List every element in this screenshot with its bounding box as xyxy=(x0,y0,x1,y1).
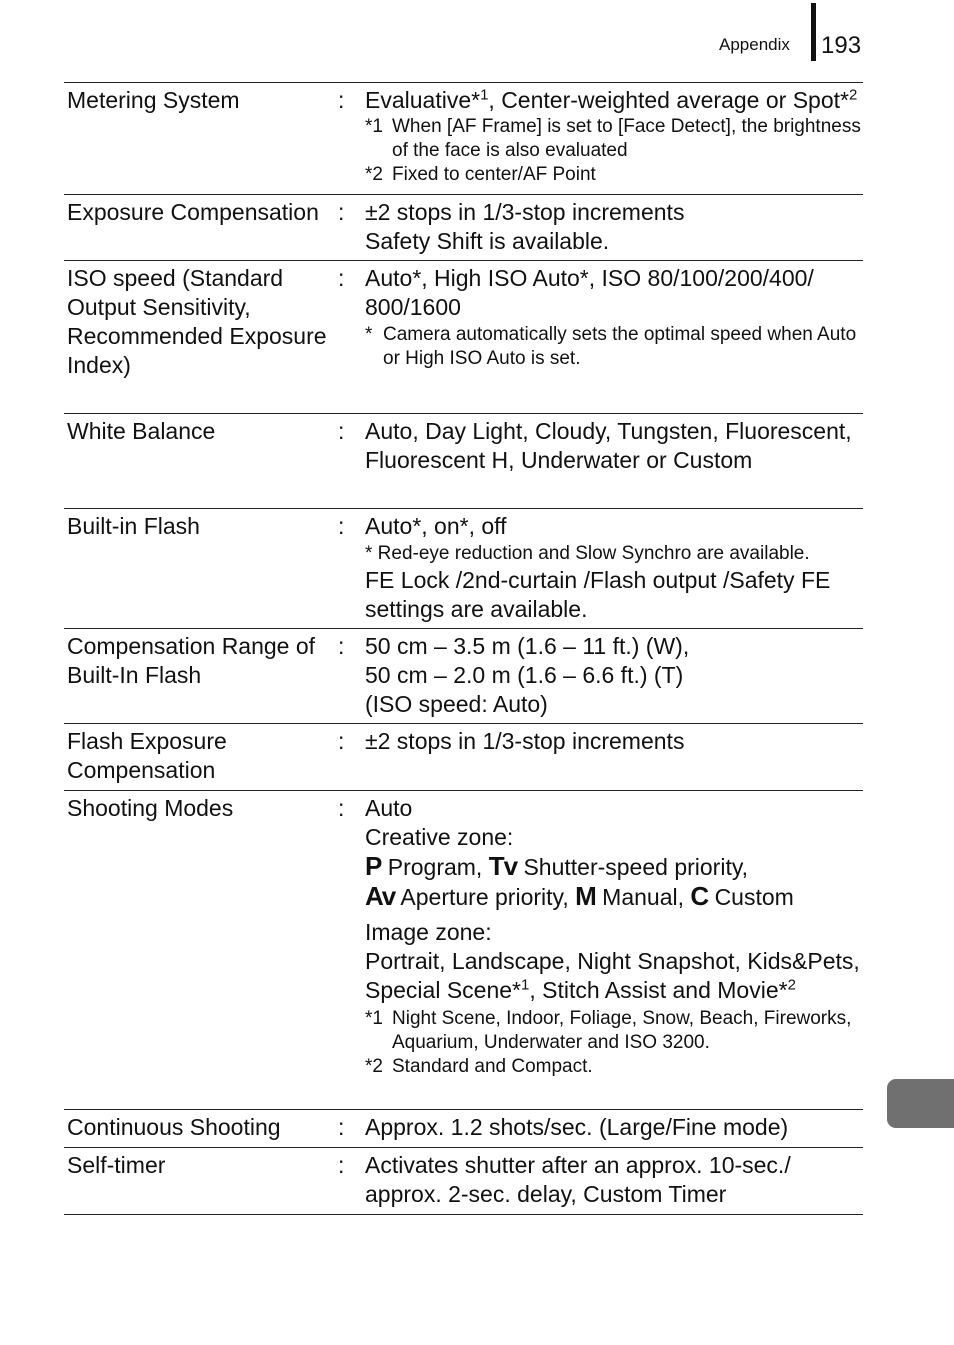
footnote xyxy=(365,1055,863,1079)
mode-text: Custom xyxy=(714,884,794,910)
spec-value: Approx. 1.2 shots/sec. (Large/Fine mode) xyxy=(365,1114,789,1140)
value-line: (ISO speed: Auto) xyxy=(365,691,548,717)
spec-value xyxy=(365,195,863,260)
manual-mode-icon: M xyxy=(575,881,596,911)
aperture-priority-mode-icon: Av xyxy=(365,881,396,911)
spec-label: White Balance xyxy=(67,418,216,444)
spec-value: Auto, Day Light, Cloudy, Tungsten, Fluorescent, Fluorescent H, Underwater or Custom xyxy=(365,418,852,473)
spec-row-metering xyxy=(64,82,863,195)
spec-label: Built-in Flash xyxy=(67,513,200,539)
spec-row-iso xyxy=(64,261,863,414)
spec-label: Shooting Modes xyxy=(67,795,234,821)
value-line: 50 cm – 3.5 m (1.6 – 11 ft.) (W), xyxy=(365,633,690,659)
value-text: Evaluative* xyxy=(365,87,481,113)
footnote-text: Night Scene, Indoor, Foliage, Snow, Beach, Fireworks, Aquarium, Underwater and ISO 3200. xyxy=(392,1008,852,1053)
spec-value xyxy=(365,791,863,1109)
custom-mode-icon: C xyxy=(690,881,709,911)
spec-label: Metering System xyxy=(67,87,240,113)
footnote-ref: 1 xyxy=(521,976,530,994)
mode-text: Aperture priority, xyxy=(400,884,569,910)
spec-colon: : xyxy=(338,795,345,821)
spec-colon: : xyxy=(338,87,345,113)
header-divider xyxy=(811,3,816,61)
spec-table xyxy=(64,82,863,1215)
mode-line xyxy=(365,852,863,882)
program-mode-icon: P xyxy=(365,851,382,881)
footnote-ref: 1 xyxy=(480,86,489,104)
spec-colon: : xyxy=(338,728,345,754)
mode-text: Program, xyxy=(387,854,483,880)
spec-colon: : xyxy=(338,513,345,539)
footnote-text: Fixed to center/AF Point xyxy=(392,164,596,185)
spec-row-builtin-flash xyxy=(64,509,863,629)
value-text: , Center-weighted average or Spot* xyxy=(488,87,849,113)
value-line: ±2 stops in 1/3-stop increments xyxy=(365,199,685,225)
footnote-ref: 2 xyxy=(848,86,858,104)
spec-value: ±2 stops in 1/3-stop increments xyxy=(365,728,685,754)
value-line: Image zone: xyxy=(365,919,492,945)
footnote-mark: *1 xyxy=(365,116,383,137)
spec-label: ISO speed (Standard Output Sensitivity, Recommended Exposure Index) xyxy=(67,265,327,378)
footnote-mark: *1 xyxy=(365,1008,383,1029)
chapter-tab xyxy=(887,1079,954,1128)
spec-row-exposure-comp xyxy=(64,195,863,261)
value-line: Creative zone: xyxy=(365,824,514,850)
footnote: * Red-eye reduction and Slow Synchro are available. xyxy=(365,543,810,564)
spec-label: Self-timer xyxy=(67,1152,166,1178)
value-line: Auto*, on*, off xyxy=(365,513,507,539)
footnote xyxy=(365,1007,863,1055)
spec-row-self-timer xyxy=(64,1148,863,1215)
spec-colon: : xyxy=(338,633,345,659)
footnote-ref: 2 xyxy=(787,976,796,994)
footnote xyxy=(365,323,863,371)
footnote-mark: *2 xyxy=(365,1056,383,1077)
shutter-priority-mode-icon: Tv xyxy=(488,851,518,881)
mode-text: Manual, xyxy=(602,884,684,910)
spec-colon: : xyxy=(338,1152,345,1178)
spec-row-shooting-modes xyxy=(64,791,863,1110)
spec-row-continuous xyxy=(64,1110,863,1148)
footnote-text: When [AF Frame] is set to [Face Detect], the brightness of the face is also evaluated xyxy=(392,116,861,161)
section-title: Appendix xyxy=(719,35,790,54)
mode-line xyxy=(365,882,863,912)
spec-value xyxy=(365,83,863,194)
spec-label: Exposure Compensation xyxy=(67,199,319,225)
page-number: 193 xyxy=(821,32,862,59)
value-line: FE Lock /2nd-curtain /Flash output /Safety FE settings are available. xyxy=(365,567,831,622)
spec-label: Compensation Range of Built-In Flash xyxy=(67,633,316,688)
footnote-mark: *2 xyxy=(365,164,383,185)
spec-row-flash-range xyxy=(64,629,863,724)
footnote xyxy=(365,115,863,163)
footnote xyxy=(365,163,863,187)
value-line: Safety Shift is available. xyxy=(365,228,610,254)
value-line xyxy=(365,86,863,115)
spec-label: Flash Exposure Compensation xyxy=(67,728,227,783)
spec-colon: : xyxy=(338,265,345,291)
spec-value: Activates shutter after an approx. 10-sec./ approx. 2-sec. delay, Custom Timer xyxy=(365,1152,791,1207)
mode-text: Shutter-speed priority, xyxy=(523,854,749,880)
value-text: Portrait, Landscape, Night Snapshot, Kids&Pets, Special Scene* xyxy=(365,948,860,1003)
value-line: 50 cm – 2.0 m (1.6 – 6.6 ft.) (T) xyxy=(365,662,684,688)
spec-row-white-balance xyxy=(64,414,863,509)
spec-colon: : xyxy=(338,199,345,225)
value-text: , Stitch Assist and Movie* xyxy=(529,977,788,1003)
footnote-text: Standard and Compact. xyxy=(392,1056,593,1077)
value-line: Auto xyxy=(365,795,413,821)
spec-label: Continuous Shooting xyxy=(67,1114,281,1140)
value-line: Auto*, High ISO Auto*, ISO 80/100/200/400/ 800/1600 xyxy=(365,265,814,320)
spec-value xyxy=(365,509,863,628)
spec-colon: : xyxy=(338,1114,345,1140)
spec-value xyxy=(365,629,863,723)
spec-colon: : xyxy=(338,418,345,444)
footnote-mark: * xyxy=(365,324,373,345)
spec-row-flash-exposure-comp xyxy=(64,724,863,791)
footnote-text: Camera automatically sets the optimal speed when Auto or High ISO Auto is set. xyxy=(383,324,857,369)
value-line xyxy=(365,947,863,1005)
spec-value xyxy=(365,261,863,413)
